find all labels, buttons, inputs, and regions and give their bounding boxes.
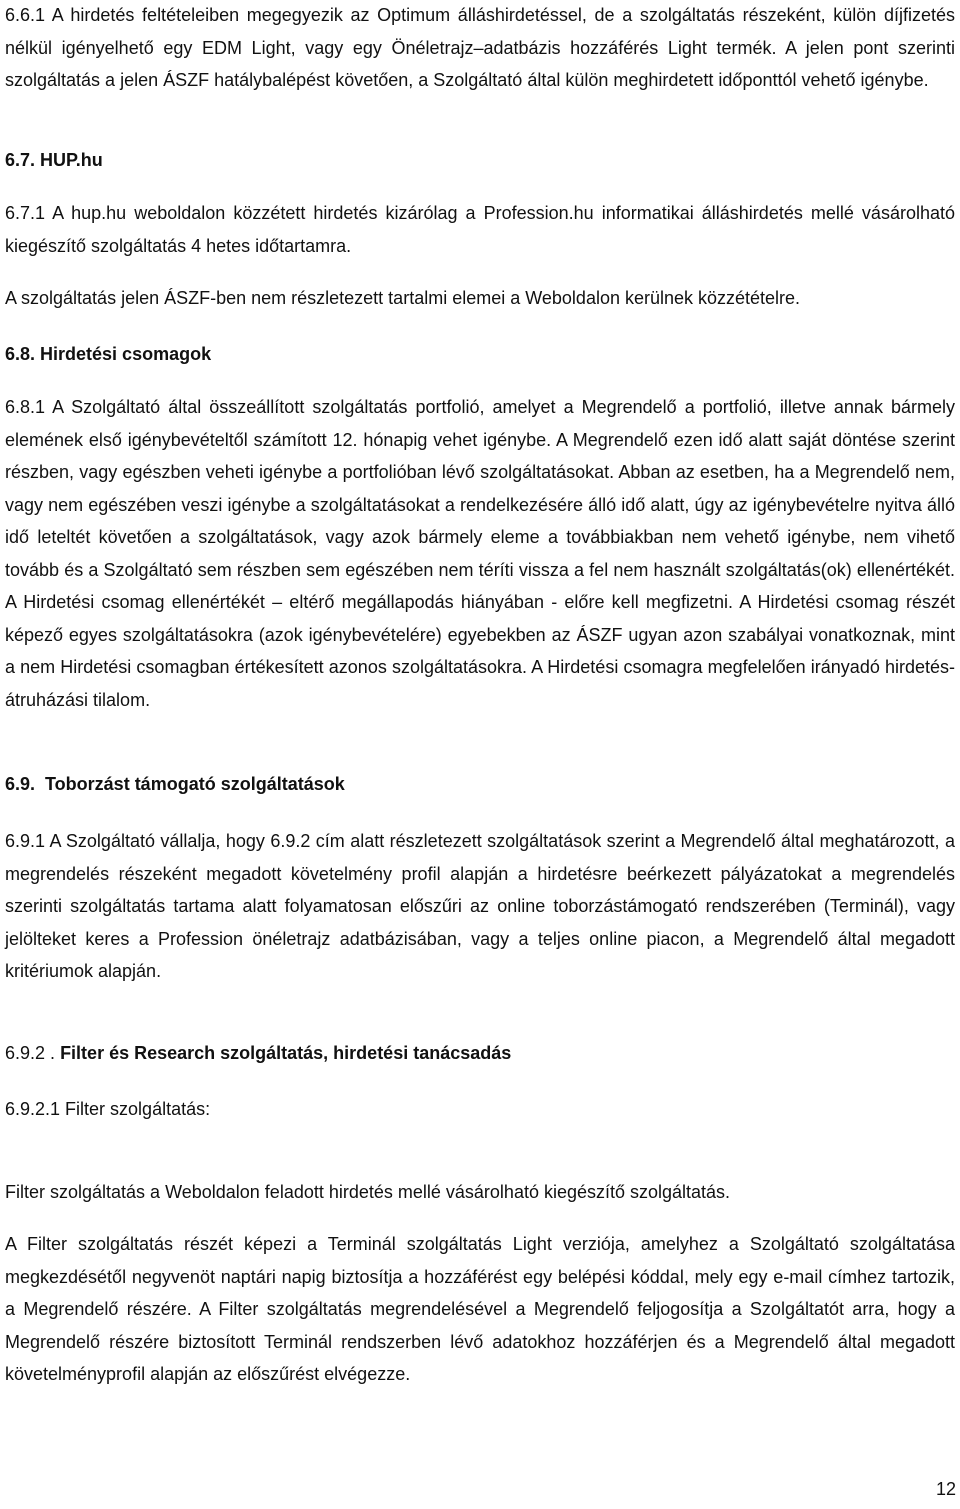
paragraph-6-8-1: 6.8.1 A Szolgáltató által összeállított szolgáltatás portfolió, amelyet a Megrendelő a portfolió, illetve annak bármely elemének első igénybevételtől számított 12. hónapig vehet igénybe. A Megrendelő ezen idő alatt saját döntése szerint részben, vagy egészben veheti igénybe a portfolióban lévő szolgáltatásokat. Abban az esetben, ha a Megrendelő nem, vagy nem egészében veszi igénybe a szolgáltatásokat a rendelkezésére álló idő alatt, úgy az igénybevételre nyitva álló idő leteltét követően a szolgáltatások, vagy azok bármely eleme a továbbiakban nem vehető igénybe, nem vihető tovább és a Szolgáltató sem részben sem egészében nem téríti vissza a fel nem használt szolgáltatás(ok) ellenértékét. A Hirdetési csomag ellenértékét – eltérő megállapodás hiányában - előre kell megfizetni. A Hirdetési csomag részét képező egyes szolgáltatásokra (azok igénybevételére) egyebekben az ÁSZF ugyan azon szabályai vonatkoznak, mint a nem Hirdetési csomagban értékesített azonos szolgáltatásokra. A Hirdetési csomagra megfelelően irányadó hirdetés- átruházási tilalom. — [5, 397, 955, 710]
paragraph-6-6-1: 6.6.1 A hirdetés feltételeiben megegyezik az Optimum álláshirdetéssel, de a szolgáltatás részeként, külön díjfizetés nélkül igényelhető egy EDM Light, vagy egy Önéletrajz–adatbázis hozzáférés Light termék. A jelen pont szerinti szolgáltatás a jelen ÁSZF hatálybalépést követően, a Szolgáltató által külön meghirdetett időponttól vehető igénybe. — [5, 5, 955, 90]
heading-6-9: 6.9. Toborzást támogató szolgáltatások — [5, 774, 345, 794]
heading-6-9-2-title: Filter és Research szolgáltatás, hirdetési tanácsadás — [60, 1043, 512, 1063]
paragraph-6-9-2-1: 6.9.2.1 Filter szolgáltatás: — [5, 1099, 211, 1119]
paragraph-filter-intro: Filter szolgáltatás a Weboldalon feladott hirdetés mellé vásárolható kiegészítő szolgáltatás. — [5, 1182, 731, 1202]
paragraph-6-9-1: 6.9.1 A Szolgáltató vállalja, hogy 6.9.2 cím alatt részletezett szolgáltatások szerint a Megrendelő által meghatározott, a megrendelés részeként megadott követelmény profil alapján a hirdetésre beérkezett pályázatokat a megrendelés szerinti szolgáltatás tartama alatt folyamatosan előszűri az online toborzástámogató rendszerében (Terminál), vagy jelölteket keres a Profession önéletrajz adatbázisában, vagy a teljes online piacon, a Megrendelő által megadott kritériumok alapján. — [5, 831, 955, 981]
heading-6-8: 6.8. Hirdetési csomagok — [5, 344, 212, 364]
paragraph-filter-details: A Filter szolgáltatás részét képezi a Terminál szolgáltatás Light verziója, amelyhez a Szolgáltató szolgáltatása megkezdésétől negyvenöt naptári napig biztosítja a hozzáférést egy belépési kóddal, mely egy e-mail címhez tartozik, a Megrendelő részére. A Filter szolgáltatás megrendelésével a Megrendelő feljogosítja a Szolgáltatót arra, hogy a Megrendelő részére biztosított Terminál rendszerben lévő adatokhoz hozzáférjen és a Megrendelő által megadott követelményprofil alapján az előszűrést elvégezze. — [5, 1234, 955, 1384]
heading-6-7: 6.7. HUP.hu — [5, 150, 103, 170]
heading-6-9-2 — [5, 1037, 511, 1070]
paragraph-6-7-2: A szolgáltatás jelen ÁSZF-ben nem részletezett tartalmi elemei a Weboldalon kerülnek közzétételre. — [5, 288, 801, 308]
page-number: 12 — [935, 1479, 956, 1499]
heading-6-9-2-number: 6.9.2 . — [5, 1043, 56, 1063]
paragraph-6-7-1: 6.7.1 A hup.hu weboldalon közzétett hirdetés kizárólag a Profession.hu informatikai álláshirdetés mellé vásárolható kiegészítő szolgáltatás 4 hetes időtartamra. — [5, 203, 955, 256]
